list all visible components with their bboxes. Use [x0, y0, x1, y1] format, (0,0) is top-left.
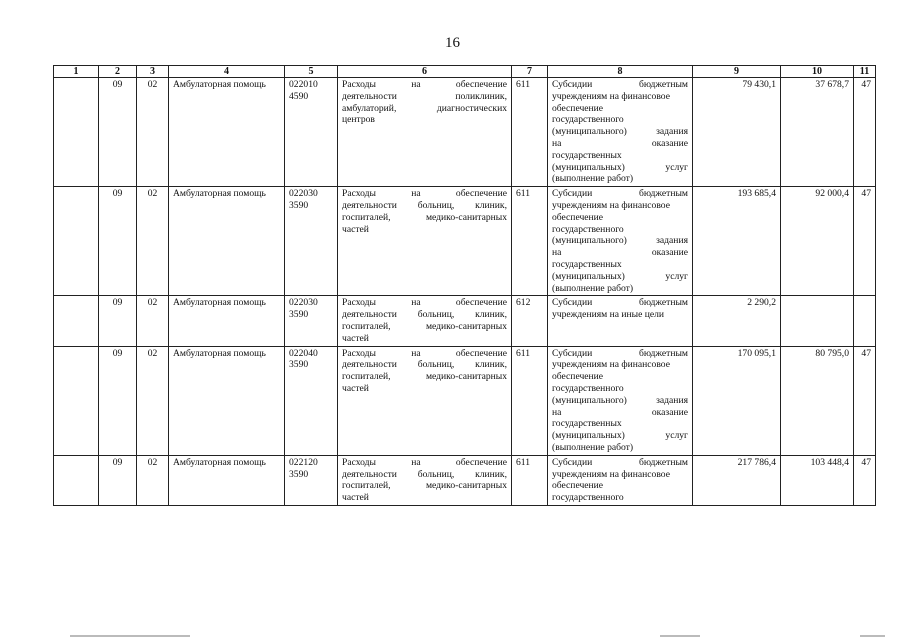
cell-word: больниц,: [417, 468, 455, 480]
cell-word: услуг: [665, 161, 688, 173]
cell-word: обеспечение: [552, 102, 604, 114]
cell-text-line: [342, 469, 507, 481]
cell-section: 09: [99, 346, 137, 455]
code-part: 022030: [289, 188, 318, 200]
header-row: [54, 66, 876, 78]
cell-amount-9: 193 685,4: [693, 187, 781, 296]
cell-word: (выполнение работ): [552, 173, 634, 185]
cell-percent-11: 47: [854, 346, 876, 455]
cell-word: государственного: [552, 492, 624, 504]
cell-word: (муниципальных): [552, 161, 625, 173]
cell-name: Амбулаторная помощь: [169, 296, 285, 346]
cell-text-line: [342, 309, 507, 321]
table-body: [54, 78, 876, 506]
cell-name: Амбулаторная помощь: [169, 187, 285, 296]
cell-word: медико-санитарных: [425, 211, 507, 223]
cell-text-line: [342, 212, 507, 224]
cell-col-1: [54, 296, 99, 346]
cell-word: Расходы: [342, 297, 377, 309]
cell-word: деятельности: [342, 468, 397, 480]
cell-word: бюджетным: [638, 79, 688, 90]
cell-text-line: [552, 271, 688, 283]
cell-word: Расходы: [342, 79, 377, 90]
cell-target-code: [285, 187, 338, 296]
column-header-9: 9: [693, 66, 781, 78]
cell-text-line: [552, 283, 688, 295]
cell-word: обеспечение: [455, 347, 507, 359]
cell-word: медико-санитарных: [425, 320, 507, 332]
cell-word: Субсидии: [552, 347, 593, 359]
cell-text-line: [342, 480, 507, 492]
cell-word: бюджетным: [638, 347, 688, 359]
cell-word: обеспечение: [455, 188, 507, 200]
cell-word: частей: [342, 382, 369, 394]
cell-expense-name: [548, 346, 693, 455]
cell-expense-name: [548, 187, 693, 296]
cell-text-line: [552, 469, 688, 481]
cell-word: амбулаторий,: [342, 102, 397, 114]
cell-text-line: [552, 212, 688, 224]
cell-col-1: [54, 78, 99, 187]
cell-word: поликлиник,: [455, 90, 507, 102]
cell-text-line: [342, 188, 507, 200]
cell-text-line: [342, 348, 507, 360]
cell-description: [338, 78, 512, 187]
cell-expense-name: [548, 78, 693, 187]
cell-word: (муниципального): [552, 235, 627, 247]
cell-word: Расходы: [342, 456, 377, 468]
column-header-5: 5: [285, 66, 338, 78]
cell-word: больниц,: [417, 199, 455, 211]
cell-word: (муниципального): [552, 126, 627, 138]
cell-word: медико-санитарных: [425, 480, 507, 492]
cell-name: Амбулаторная помощь: [169, 78, 285, 187]
code-part: 4590: [289, 90, 309, 102]
cell-subsection: 02: [137, 455, 169, 505]
cell-word: Субсидии: [552, 79, 593, 90]
cell-text-line: [342, 333, 507, 345]
column-header-2: 2: [99, 66, 137, 78]
cell-subsection: 02: [137, 346, 169, 455]
cell-word: услуг: [665, 270, 688, 282]
column-header-7: 7: [512, 66, 548, 78]
cell-text-line: [342, 321, 507, 333]
cell-word: учреждениям на финансовое: [552, 199, 670, 211]
code-part: 3590: [289, 359, 309, 371]
cell-text-line: [552, 162, 688, 174]
cell-col-1: [54, 187, 99, 296]
cell-amount-9: 79 430,1: [693, 78, 781, 187]
cell-text-line: [552, 173, 688, 185]
cell-description: [338, 346, 512, 455]
cell-word: больниц,: [417, 309, 455, 321]
table-row: [54, 346, 876, 455]
cell-text-line: [342, 371, 507, 383]
column-header-4: 4: [169, 66, 285, 78]
cell-word: медико-санитарных: [425, 371, 507, 383]
cell-word: деятельности: [342, 309, 397, 321]
cell-word: клиник,: [475, 309, 507, 321]
cell-text-line: [342, 114, 507, 126]
cell-text-line: [552, 430, 688, 442]
cell-word: учреждениям на финансовое: [552, 359, 670, 371]
cell-expense-name: [548, 296, 693, 346]
cell-word: оказание: [651, 137, 688, 149]
cell-subsection: 02: [137, 78, 169, 187]
cell-amount-9: 170 095,1: [693, 346, 781, 455]
cell-word: частей: [342, 492, 369, 504]
cell-word: (муниципальных): [552, 430, 625, 442]
cell-amount-9: 217 786,4: [693, 455, 781, 505]
cell-expense-type: 611: [512, 78, 548, 187]
cell-word: клиник,: [475, 199, 507, 211]
code-part: 3590: [289, 309, 309, 321]
cell-word: задания: [656, 126, 688, 138]
cell-expense-type: 611: [512, 187, 548, 296]
scan-artifact: [860, 635, 885, 637]
cell-word: обеспечение: [455, 297, 507, 309]
code-part: 3590: [289, 468, 309, 480]
code-part: 022120: [289, 456, 318, 468]
cell-text-line: [552, 457, 688, 469]
cell-word: Расходы: [342, 188, 377, 200]
cell-word: (муниципального): [552, 394, 627, 406]
code-part: 022040: [289, 347, 318, 359]
table-header: [54, 66, 876, 78]
cell-text-line: [342, 200, 507, 212]
cell-word: государственного: [552, 223, 624, 235]
cell-target-code: [285, 296, 338, 346]
cell-amount-9: 2 290,2: [693, 296, 781, 346]
cell-description: [338, 296, 512, 346]
cell-word: частей: [342, 332, 369, 344]
cell-word: обеспечение: [552, 211, 604, 223]
cell-text-line: [552, 114, 688, 126]
cell-word: (муниципальных): [552, 270, 625, 282]
column-header-8: 8: [548, 66, 693, 78]
column-header-3: 3: [137, 66, 169, 78]
cell-text-line: [552, 247, 688, 259]
cell-text-line: [552, 407, 688, 419]
cell-word: Расходы: [342, 347, 377, 359]
cell-text-line: [552, 383, 688, 395]
cell-word: государственных: [552, 258, 622, 270]
cell-word: обеспечение: [455, 456, 507, 468]
cell-text-line: [342, 457, 507, 469]
cell-word: на: [411, 456, 421, 468]
cell-word: государственных: [552, 418, 622, 430]
cell-amount-10: 92 000,4: [781, 187, 854, 296]
cell-word: на: [411, 188, 421, 200]
cell-amount-10: 103 448,4: [781, 455, 854, 505]
column-header-10: 10: [781, 66, 854, 78]
cell-word: госпиталей,: [342, 371, 391, 383]
cell-text-line: [552, 138, 688, 150]
cell-text-line: [342, 383, 507, 395]
cell-word: оказание: [651, 247, 688, 259]
cell-target-code: [285, 455, 338, 505]
budget-table: [53, 65, 876, 506]
cell-word: государственного: [552, 382, 624, 394]
cell-text-line: [552, 309, 688, 321]
cell-section: 09: [99, 455, 137, 505]
code-part: 022010: [289, 79, 318, 90]
cell-word: обеспечение: [552, 480, 604, 492]
cell-word: центров: [342, 114, 375, 126]
cell-expense-type: 611: [512, 455, 548, 505]
cell-word: учреждениям на финансовое: [552, 90, 670, 102]
cell-target-code: [285, 78, 338, 187]
cell-percent-11: 47: [854, 78, 876, 187]
cell-word: госпиталей,: [342, 211, 391, 223]
cell-text-line: [552, 224, 688, 236]
scan-artifact: [70, 635, 190, 637]
table-row: [54, 455, 876, 505]
cell-word: учреждениям на финансовое: [552, 468, 670, 480]
cell-word: государственных: [552, 149, 622, 161]
cell-section: 09: [99, 187, 137, 296]
cell-subsection: 02: [137, 187, 169, 296]
cell-text-line: [342, 91, 507, 103]
cell-text-line: [552, 200, 688, 212]
code-part: 022030: [289, 297, 318, 309]
cell-word: бюджетным: [638, 456, 688, 468]
cell-amount-10: [781, 296, 854, 346]
cell-text-line: [552, 91, 688, 103]
cell-text-line: [342, 297, 507, 309]
cell-text-line: [552, 235, 688, 247]
cell-word: бюджетным: [638, 188, 688, 200]
cell-text-line: [552, 492, 688, 504]
scan-artifact: [660, 635, 700, 637]
cell-percent-11: 47: [854, 455, 876, 505]
cell-word: (выполнение работ): [552, 282, 634, 294]
cell-text-line: [552, 103, 688, 115]
cell-word: учреждениям на иные цели: [552, 309, 665, 321]
page-number: 16: [445, 35, 460, 51]
cell-word: диагностических: [436, 102, 507, 114]
cell-text-line: [342, 103, 507, 115]
cell-percent-11: 47: [854, 187, 876, 296]
cell-text-line: [342, 492, 507, 504]
cell-word: оказание: [651, 406, 688, 418]
cell-word: на: [552, 247, 562, 259]
cell-word: на: [552, 406, 562, 418]
cell-expense-type: 611: [512, 346, 548, 455]
cell-target-code: [285, 346, 338, 455]
cell-text-line: [342, 79, 507, 91]
cell-word: на: [552, 137, 562, 149]
cell-word: клиник,: [475, 359, 507, 371]
cell-word: задания: [656, 235, 688, 247]
code-part: 3590: [289, 199, 309, 211]
cell-text-line: [552, 442, 688, 454]
cell-text-line: [552, 126, 688, 138]
cell-word: государственного: [552, 114, 624, 126]
cell-word: задания: [656, 394, 688, 406]
cell-word: госпиталей,: [342, 320, 391, 332]
cell-word: бюджетным: [638, 297, 688, 309]
cell-text-line: [552, 480, 688, 492]
column-header-6: 6: [338, 66, 512, 78]
cell-word: обеспечение: [552, 371, 604, 383]
cell-col-1: [54, 346, 99, 455]
cell-word: Субсидии: [552, 297, 593, 309]
cell-word: (выполнение работ): [552, 441, 634, 453]
cell-amount-10: 37 678,7: [781, 78, 854, 187]
cell-text-line: [552, 150, 688, 162]
cell-text-line: [342, 224, 507, 236]
cell-col-1: [54, 455, 99, 505]
cell-expense-name: [548, 455, 693, 505]
cell-word: деятельности: [342, 359, 397, 371]
cell-word: на: [411, 297, 421, 309]
cell-section: 09: [99, 78, 137, 187]
cell-word: деятельности: [342, 90, 397, 102]
table-row: [54, 187, 876, 296]
cell-percent-11: [854, 296, 876, 346]
cell-word: услуг: [665, 430, 688, 442]
cell-text-line: [552, 79, 688, 91]
cell-expense-type: 612: [512, 296, 548, 346]
column-header-11: 11: [854, 66, 876, 78]
cell-section: 09: [99, 296, 137, 346]
cell-word: обеспечение: [455, 79, 507, 90]
cell-name: Амбулаторная помощь: [169, 455, 285, 505]
cell-word: госпиталей,: [342, 480, 391, 492]
cell-text-line: [552, 395, 688, 407]
cell-word: Субсидии: [552, 456, 593, 468]
cell-word: больниц,: [417, 359, 455, 371]
cell-word: частей: [342, 223, 369, 235]
cell-text-line: [552, 371, 688, 383]
cell-word: клиник,: [475, 468, 507, 480]
cell-text-line: [552, 359, 688, 371]
cell-text-line: [552, 259, 688, 271]
cell-subsection: 02: [137, 296, 169, 346]
cell-word: деятельности: [342, 199, 397, 211]
cell-description: [338, 455, 512, 505]
cell-word: на: [411, 347, 421, 359]
cell-amount-10: 80 795,0: [781, 346, 854, 455]
cell-text-line: [342, 359, 507, 371]
cell-word: Субсидии: [552, 188, 593, 200]
table-row: [54, 296, 876, 346]
cell-text-line: [552, 348, 688, 360]
cell-description: [338, 187, 512, 296]
column-header-1: 1: [54, 66, 99, 78]
cell-name: Амбулаторная помощь: [169, 346, 285, 455]
cell-word: на: [411, 79, 421, 90]
cell-text-line: [552, 297, 688, 309]
table-row: [54, 78, 876, 187]
cell-text-line: [552, 418, 688, 430]
cell-text-line: [552, 188, 688, 200]
